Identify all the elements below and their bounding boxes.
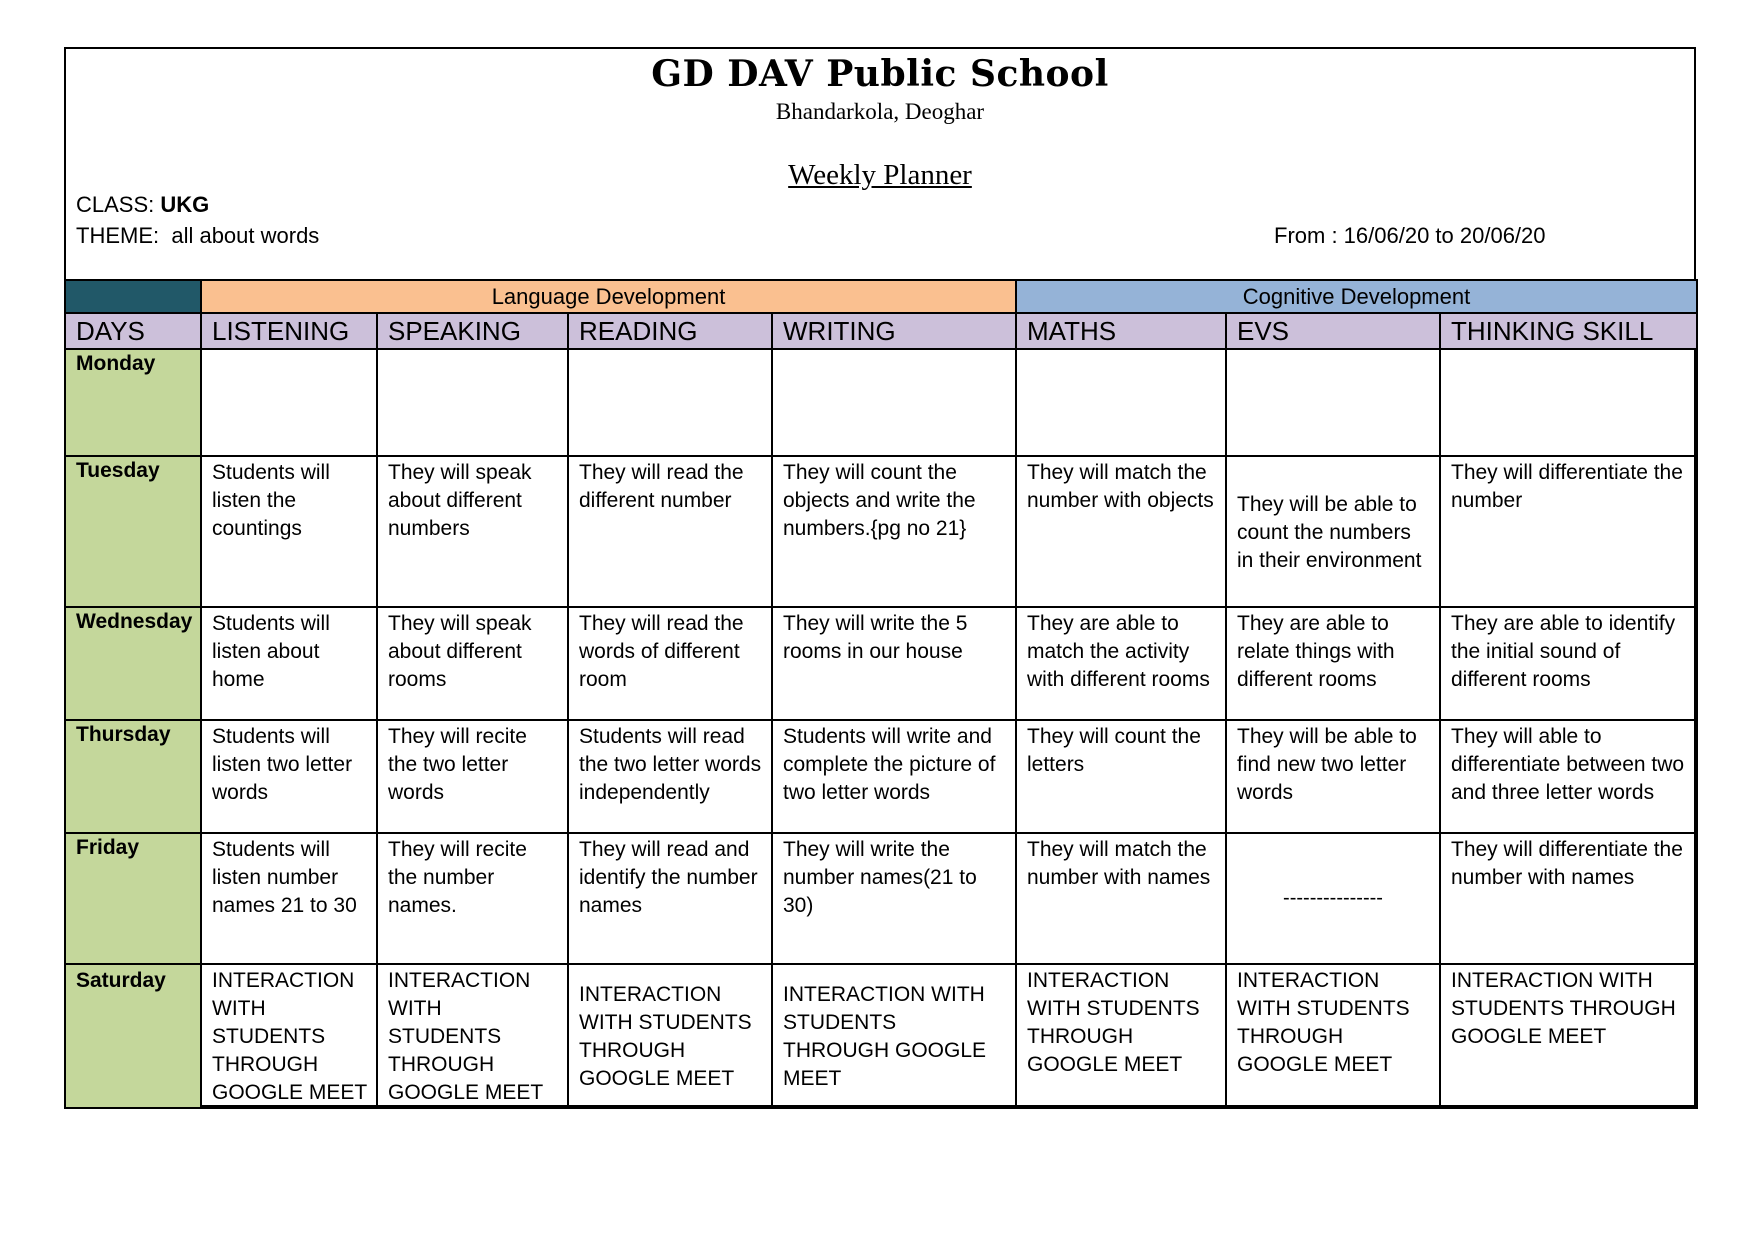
date-range: From : 16/06/20 to 20/06/20 xyxy=(1274,223,1546,248)
table-cell xyxy=(1226,349,1440,456)
table-cell: They will differentiate the number with names xyxy=(1440,833,1697,964)
planner-header xyxy=(66,49,1694,281)
table-cell: They will able to differentiate between two and three letter words xyxy=(1440,720,1697,833)
planner-table xyxy=(64,279,1698,1109)
table-cell: They will speak about different numbers xyxy=(377,456,568,607)
table-row xyxy=(65,349,1697,456)
day-cell: Friday xyxy=(65,833,201,964)
table-cell xyxy=(377,349,568,456)
day-cell: Tuesday xyxy=(65,456,201,607)
class-line xyxy=(76,192,209,218)
table-row xyxy=(65,720,1697,833)
table-cell: They are able to identify the initial sound of different rooms xyxy=(1440,607,1697,720)
day-cell: Saturday xyxy=(65,964,201,1108)
planner-frame xyxy=(64,47,1696,1107)
table-cell: They are able to match the activity with different rooms xyxy=(1016,607,1226,720)
table-row xyxy=(65,456,1697,607)
table-cell: INTERACTION WITH STUDENTS THROUGH GOOGLE MEET xyxy=(1226,964,1440,1108)
class-label: CLASS: xyxy=(76,192,161,217)
table-cell: INTERACTION WITH STUDENTS THROUGH GOOGLE MEET xyxy=(201,964,377,1108)
table-cell: They will be able to count the numbers in their environment xyxy=(1226,456,1440,607)
table-cell: They will count the objects and write the numbers.{pg no 21} xyxy=(772,456,1016,607)
table-cell: They will match the number with names xyxy=(1016,833,1226,964)
class-value: UKG xyxy=(160,192,210,217)
column-header-listening: LISTENING xyxy=(201,313,377,349)
column-header-maths: MATHS xyxy=(1016,313,1226,349)
table-cell: Students will read the two letter words independently xyxy=(568,720,772,833)
table-cell: They will write the 5 rooms in our house xyxy=(772,607,1016,720)
column-header-speaking: SPEAKING xyxy=(377,313,568,349)
table-cell: They will match the number with objects xyxy=(1016,456,1226,607)
table-cell: They will recite the number names. xyxy=(377,833,568,964)
group-language-development: Language Development xyxy=(201,280,1016,313)
column-header-days: DAYS xyxy=(65,313,201,349)
table-cell: They will write the number names(21 to 30) xyxy=(772,833,1016,964)
group-corner-cell xyxy=(65,280,201,313)
table-cell: --------------- xyxy=(1226,833,1440,964)
planner-title-wrap xyxy=(66,159,1694,192)
table-cell: Students will write and complete the picture of two letter words xyxy=(772,720,1016,833)
school-name: GD DAV Public School xyxy=(651,53,1109,95)
table-cell: INTERACTION WITH STUDENTS THROUGH GOOGLE MEET xyxy=(377,964,568,1108)
day-cell: Thursday xyxy=(65,720,201,833)
table-cell: Students will listen number names 21 to 30 xyxy=(201,833,377,964)
column-header-writing: WRITING xyxy=(772,313,1016,349)
table-cell: They will be able to find new two letter words xyxy=(1226,720,1440,833)
table-cell: Students will listen two letter words xyxy=(201,720,377,833)
table-cell xyxy=(1016,349,1226,456)
column-header-reading: READING xyxy=(568,313,772,349)
planner-title: Weekly Planner xyxy=(788,159,972,191)
group-cognitive-development: Cognitive Development xyxy=(1016,280,1697,313)
table-row xyxy=(65,964,1697,1108)
table-cell: Students will listen the countings xyxy=(201,456,377,607)
table-cell: They will count the letters xyxy=(1016,720,1226,833)
table-cell: They are able to relate things with different rooms xyxy=(1226,607,1440,720)
table-cell xyxy=(1440,349,1697,456)
column-header-row xyxy=(65,313,1697,349)
column-header-evs: EVS xyxy=(1226,313,1440,349)
school-address: Bhandarkola, Deoghar xyxy=(775,99,985,124)
day-cell: Wednesday xyxy=(65,607,201,720)
table-cell xyxy=(201,349,377,456)
group-header-row xyxy=(65,280,1697,313)
table-cell: They will read the words of different room xyxy=(568,607,772,720)
table-cell: INTERACTION WITH STUDENTS THROUGH GOOGLE MEET xyxy=(568,964,772,1108)
table-cell xyxy=(772,349,1016,456)
theme-line: THEME: all about words xyxy=(76,223,320,248)
table-cell: They will read the different number xyxy=(568,456,772,607)
table-cell: They will recite the two letter words xyxy=(377,720,568,833)
table-cell: They will speak about different rooms xyxy=(377,607,568,720)
day-cell: Monday xyxy=(65,349,201,456)
table-row xyxy=(65,607,1697,720)
table-cell: Students will listen about home xyxy=(201,607,377,720)
table-cell: INTERACTION WITH STUDENTS THROUGH GOOGLE MEET xyxy=(1016,964,1226,1108)
table-row xyxy=(65,833,1697,964)
table-cell: INTERACTION WITH STUDENTS THROUGH GOOGLE MEET xyxy=(1440,964,1697,1108)
table-cell xyxy=(568,349,772,456)
column-header-thinking-skill: THINKING SKILL xyxy=(1440,313,1697,349)
table-cell: INTERACTION WITH STUDENTS THROUGH GOOGLE MEET xyxy=(772,964,1016,1108)
table-cell: They will differentiate the number xyxy=(1440,456,1697,607)
table-cell: They will read and identify the number names xyxy=(568,833,772,964)
